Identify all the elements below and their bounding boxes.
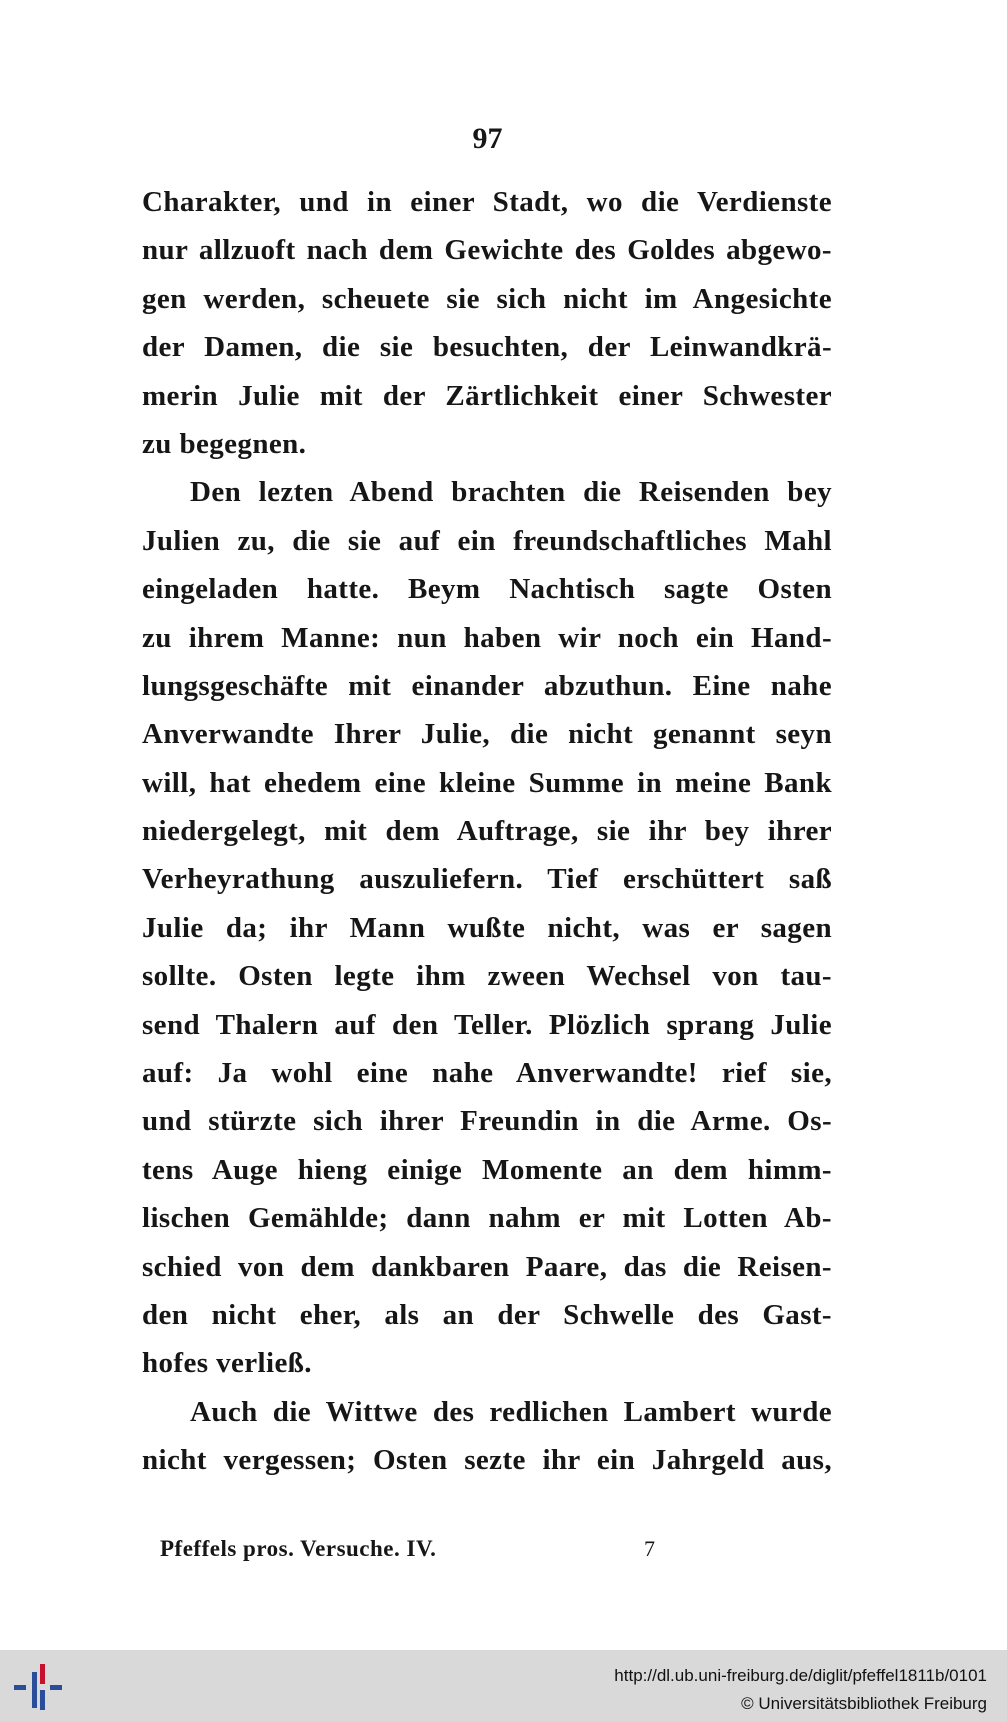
paragraph-start-line: Auch die Wittwe des redlichen Lambert wurde [190,1395,832,1428]
document-url-link[interactable]: http://dl.ub.uni-freiburg.de/diglit/pfeffel1811b/0101 [614,1666,987,1685]
signature-number: 7 [644,1536,655,1561]
text-line: zu begegnen. [142,427,307,460]
text-line: den nicht eher, als an der Schwelle des Gast- [142,1298,832,1331]
text-line: zu ihrem Manne: nun haben wir noch ein Hand- [142,621,832,654]
text-line: und stürzte sich ihrer Freundin in die Arme. Os- [142,1105,832,1138]
text-line: tens Auge hieng einige Momente an dem himm- [142,1153,832,1186]
ub-freiburg-logo-icon[interactable] [14,1662,62,1712]
text-line: niedergelegt, mit dem Auftrage, sie ihr bey ihrer [142,815,832,848]
text-line: auf: Ja wohl eine nahe Anverwandte! rief sie, [142,1057,832,1090]
text-line: Verheyrathung auszuliefern. Tief erschüttert saß [142,863,832,896]
text-line: nicht vergessen; Osten sezte ihr ein Jahrgeld aus, [142,1444,832,1477]
viewer-footer-bar [0,1650,1007,1722]
text-line: der Damen, die sie besuchten, der Leinwandkrä- [142,331,832,364]
text-line: gen werden, scheuete sie sich nicht im Angesichte [142,282,832,315]
text-line: Charakter, und in einer Stadt, wo die Verdienste [142,186,832,218]
text-line: Julie da; ihr Mann wußte nicht, was er sagen [142,911,832,944]
text-line: eingeladen hatte. Beym Nachtisch sagte Osten [142,573,832,606]
paragraph-start-line: Den lezten Abend brachten die Reisenden bey [190,476,832,509]
text-line: Julien zu, die sie auf ein freundschaftliches Mahl [142,524,832,557]
page-number: 97 [472,122,503,155]
text-line: will, hat ehedem eine kleine Summe in meine Bank [142,766,832,799]
text-line: schied von dem dankbaren Paare, das die Reisen- [142,1250,832,1283]
text-line: merin Julie mit der Zärtlichkeit einer Schwester [142,379,832,412]
text-line: Anverwandte Ihrer Julie, die nicht genannt seyn [142,718,832,751]
text-line: hofes verließ. [142,1347,312,1380]
text-line: sollte. Osten legte ihm zween Wechsel von tau- [142,960,832,993]
text-line: lungsgeschäfte mit einander abzuthun. Eine nahe [142,669,832,702]
text-line: lischen Gemählde; dann nahm er mit Lotten Ab- [142,1202,832,1235]
body-text [142,178,832,1485]
text-line: send Thalern auf den Teller. Plözlich sprang Julie [142,1008,832,1041]
copyright-notice: © Universitätsbibliothek Freiburg [741,1694,987,1713]
text-line: nur allzuoft nach dem Gewichte des Goldes abgewo- [142,234,832,267]
signature-title: Pfeffels pros. Versuche. IV. [160,1536,437,1561]
